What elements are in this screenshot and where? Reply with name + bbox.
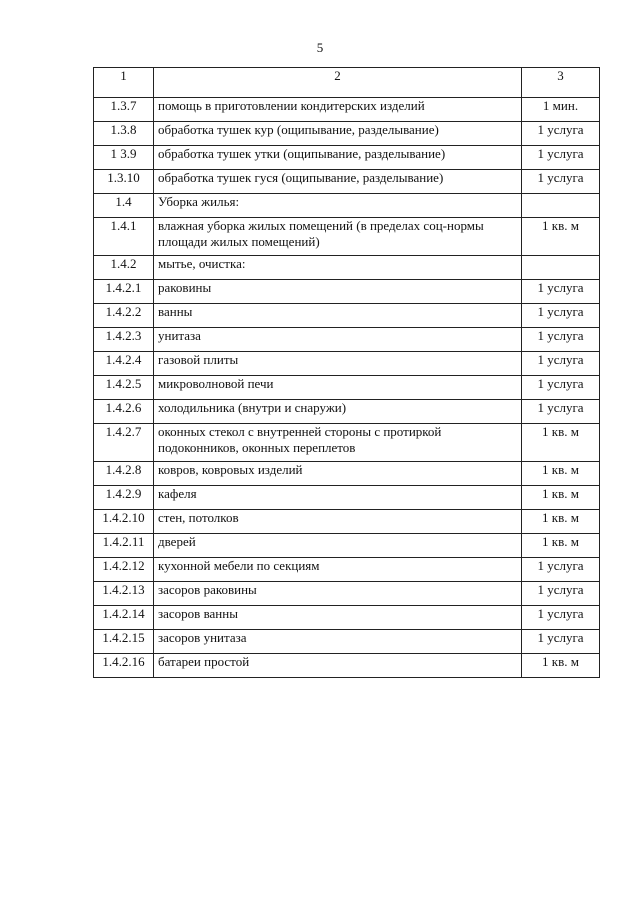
row-unit: 1 услуга (522, 146, 600, 170)
row-service: ванны (154, 304, 522, 328)
row-number: 1.4.2.5 (94, 376, 154, 400)
row-service: кафеля (154, 486, 522, 510)
table-row (94, 486, 600, 510)
row-number: 1.4.2.12 (94, 558, 154, 582)
row-number: 1.4.2.3 (94, 328, 154, 352)
row-number: 1.4.2.13 (94, 582, 154, 606)
row-service: раковины (154, 280, 522, 304)
row-number: 1.4.2.11 (94, 534, 154, 558)
table-row (94, 462, 600, 486)
row-number: 1.4.2.15 (94, 630, 154, 654)
table-row (94, 352, 600, 376)
row-number: 1.4.2.2 (94, 304, 154, 328)
row-service: влажная уборка жилых помещений (в пределах соц-нормы площади жилых помещений) (154, 218, 522, 256)
row-service: обработка тушек гуся (ощипывание, разделывание) (154, 170, 522, 194)
row-number: 1.4.2.4 (94, 352, 154, 376)
row-service: обработка тушек утки (ощипывание, разделывание) (154, 146, 522, 170)
table-row (94, 606, 600, 630)
row-service: засоров ванны (154, 606, 522, 630)
row-unit: 1 кв. м (522, 424, 600, 462)
row-service: мытье, очистка: (154, 256, 522, 280)
row-service: унитаза (154, 328, 522, 352)
row-service: засоров раковины (154, 582, 522, 606)
table-row (94, 304, 600, 328)
row-number: 1.4.2.14 (94, 606, 154, 630)
row-number: 1.4.2.10 (94, 510, 154, 534)
row-number: 1 3.9 (94, 146, 154, 170)
table-row (94, 558, 600, 582)
row-unit (522, 194, 600, 218)
row-unit: 1 кв. м (522, 534, 600, 558)
row-number: 1.4.2.9 (94, 486, 154, 510)
row-service: микроволновой печи (154, 376, 522, 400)
row-number: 1.4.2.6 (94, 400, 154, 424)
row-service: ковров, ковровых изделий (154, 462, 522, 486)
table-row (94, 122, 600, 146)
row-unit: 1 услуга (522, 630, 600, 654)
row-unit: 1 услуга (522, 280, 600, 304)
table-row (94, 194, 600, 218)
row-service: оконных стекол с внутренней стороны с протиркой подоконников, оконных переплетов (154, 424, 522, 462)
column-header-unit: 3 (522, 68, 600, 98)
column-header-service: 2 (154, 68, 522, 98)
table-row (94, 582, 600, 606)
row-service: батареи простой (154, 654, 522, 678)
row-unit: 1 услуга (522, 328, 600, 352)
row-number: 1.3.7 (94, 98, 154, 122)
table-row (94, 400, 600, 424)
row-unit: 1 услуга (522, 606, 600, 630)
table-row (94, 654, 600, 678)
services-table (93, 67, 600, 678)
row-number: 1.4 (94, 194, 154, 218)
row-number: 1.3.8 (94, 122, 154, 146)
table-row (94, 146, 600, 170)
row-unit (522, 256, 600, 280)
table-header-row (94, 68, 600, 98)
row-number: 1.4.2.7 (94, 424, 154, 462)
row-unit: 1 услуга (522, 304, 600, 328)
row-unit: 1 услуга (522, 558, 600, 582)
row-unit: 1 кв. м (522, 654, 600, 678)
table-row (94, 280, 600, 304)
table-row (94, 630, 600, 654)
row-unit: 1 услуга (522, 582, 600, 606)
row-number: 1.4.2.16 (94, 654, 154, 678)
row-unit: 1 кв. м (522, 462, 600, 486)
row-unit: 1 мин. (522, 98, 600, 122)
page-number: 5 (316, 40, 324, 55)
row-unit: 1 услуга (522, 170, 600, 194)
table-row (94, 376, 600, 400)
row-service: дверей (154, 534, 522, 558)
table-row (94, 424, 600, 462)
table-row (94, 256, 600, 280)
row-service: помощь в приготовлении кондитерских изделий (154, 98, 522, 122)
row-unit: 1 услуга (522, 376, 600, 400)
table-row (94, 510, 600, 534)
row-number: 1.4.2.1 (94, 280, 154, 304)
row-number: 1.3.10 (94, 170, 154, 194)
table-row (94, 98, 600, 122)
row-service: засоров унитаза (154, 630, 522, 654)
row-unit: 1 кв. м (522, 486, 600, 510)
row-number: 1.4.1 (94, 218, 154, 256)
row-unit: 1 услуга (522, 122, 600, 146)
row-unit: 1 услуга (522, 400, 600, 424)
row-service: газовой плиты (154, 352, 522, 376)
table-row (94, 170, 600, 194)
row-service: стен, потолков (154, 510, 522, 534)
row-unit: 1 кв. м (522, 510, 600, 534)
row-unit: 1 услуга (522, 352, 600, 376)
row-number: 1.4.2 (94, 256, 154, 280)
column-header-number: 1 (94, 68, 154, 98)
table-row (94, 328, 600, 352)
table-row (94, 218, 600, 256)
row-unit: 1 кв. м (522, 218, 600, 256)
row-service: холодильника (внутри и снаружи) (154, 400, 522, 424)
row-number: 1.4.2.8 (94, 462, 154, 486)
row-service: кухонной мебели по секциям (154, 558, 522, 582)
row-service: Уборка жилья: (154, 194, 522, 218)
row-service: обработка тушек кур (ощипывание, разделывание) (154, 122, 522, 146)
table-row (94, 534, 600, 558)
